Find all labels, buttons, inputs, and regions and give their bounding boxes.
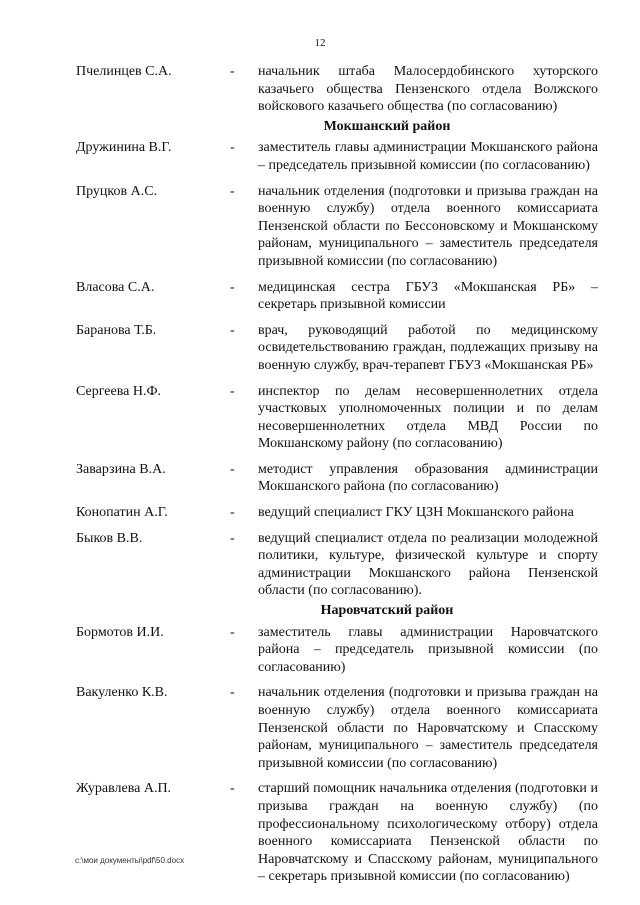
commission-entry: [76, 139, 598, 174]
member-name: Пчелинцев С.А.: [76, 64, 172, 79]
district-heading: Мокшанский район: [323, 118, 451, 134]
member-role: инспектор по делам несовершеннолетних отдела участковых уполномоченных полиции и по делам несовершеннолетних отдела МВД России по Мокшанскому району (по согласованию): [258, 383, 598, 452]
member-role: врач, руководящий работой по медицинскому освидетельствованию граждан, подлежащих призыву на военную службу, врач-терапевт ГБУЗ «Мокшанская РБ»: [258, 322, 598, 373]
member-name: Сергеева Н.Ф.: [76, 383, 162, 399]
member-name: Дружинина В.Г.: [76, 140, 172, 156]
dash-separator: -: [230, 322, 235, 338]
document-body: [76, 63, 598, 894]
file-path-footer: c:\мои документы\pdf\50.docx: [75, 856, 185, 865]
dash-separator: -: [230, 183, 235, 199]
member-role: медицинская сестра ГБУЗ «Мокшанская РБ» – секретарь призывной комиссии: [258, 279, 598, 313]
member-name: Заварзина В.А.: [76, 461, 166, 477]
dash-separator: -: [230, 383, 235, 399]
dash-separator: -: [230, 140, 235, 156]
district-heading: Наровчатский район: [320, 603, 454, 619]
member-role: старший помощник начальника отделения (подготовки и призыва граждан на военную службу) (по профессиональному психологическому отбору) отдела военного комиссариата Пензенской области по Наровчатскому и Спасскому районам, муниципального – секретарь призывной комиссии (по согласованию): [258, 781, 598, 885]
commission-entry: [76, 504, 598, 522]
member-name: Быков В.В.: [76, 530, 143, 546]
commission-entry: [76, 780, 598, 886]
member-role: ведущий специалист ГКУ ЦЗН Мокшанского района: [258, 505, 574, 521]
dash-separator: -: [230, 461, 235, 477]
member-role: заместитель главы администрации Мокшанского района – председатель призывной комиссии (по согласованию): [258, 140, 598, 173]
member-name: Вакуленко К.В.: [76, 685, 168, 701]
member-name: Бормотов И.И.: [76, 624, 164, 640]
page-number: 12: [314, 37, 326, 49]
commission-entry: [76, 383, 598, 453]
commission-entry: [76, 63, 598, 116]
commission-entry: [76, 684, 598, 772]
dash-separator: -: [230, 530, 235, 546]
dash-separator: -: [230, 279, 235, 295]
dash-separator: -: [230, 64, 235, 79]
dash-separator: -: [230, 685, 235, 701]
member-name: Власова С.А.: [76, 279, 155, 295]
commission-entry: [76, 322, 598, 375]
commission-entry: [76, 530, 598, 600]
member-name: Пруцков А.С.: [76, 183, 158, 199]
member-role: методист управления образования администрации Мокшанского района (по согласованию): [258, 461, 598, 495]
commission-entry: [76, 624, 598, 677]
member-role: начальник штаба Малосердобинского хуторского казачьего общества Пензенского отдела Волжского войскового казачьего общества (по согласованию): [258, 64, 598, 115]
member-name: Баранова Т.Б.: [76, 322, 157, 338]
member-role: ведущий специалист отдела по реализации молодежной политики, культуре, физической культуре и спорту администрации Мокшанского района Пензенской области (по согласованию).: [258, 530, 598, 599]
dash-separator: -: [230, 505, 235, 521]
member-role: начальник отделения (подготовки и призыва граждан на военную службу) отдела военного комиссариата Пензенской области по Бессоновскому и Мокшанскому районам, муниципального – заместитель председателя призывной комиссии (по согласованию): [258, 183, 598, 269]
member-name: Журавлева А.П.: [76, 781, 172, 797]
commission-entry: [76, 183, 598, 271]
dash-separator: -: [230, 624, 235, 640]
member-name: Конопатин А.Г.: [76, 505, 168, 521]
commission-entry: [76, 461, 598, 496]
member-role: начальник отделения (подготовки и призыва граждан на военную службу) отдела военного комиссариата Пензенской области по Наровчатскому и Спасскому районам, муниципального – заместитель председателя призывной комиссии (по согласованию): [258, 685, 598, 771]
member-role: заместитель главы администрации Наровчатского района – председатель призывной комиссии (по согласованию): [258, 624, 598, 675]
dash-separator: -: [230, 781, 235, 797]
commission-entry: [76, 279, 598, 314]
